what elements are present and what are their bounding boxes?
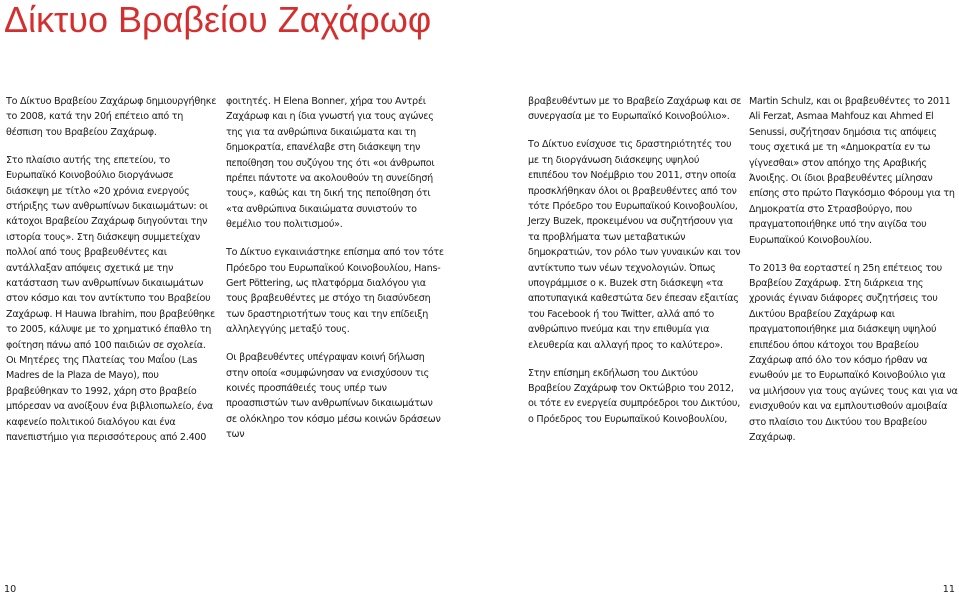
text-column-1 bbox=[6, 94, 218, 458]
page-number-left: 10 bbox=[4, 584, 17, 595]
text-column-4 bbox=[749, 94, 959, 458]
paragraph: Στην επίσημη εκδήλωση του Δικτύου Βραβείου Ζαχάρωφ τον Οκτώβριο του 2012, οι τότε εν ενεργεία συμπρόεδροι του Δικτύου, ο Πρόεδρος του Ευρωπαϊκού Κοινοβουλίου, bbox=[528, 367, 741, 425]
paragraph: Martin Schulz, και οι βραβευθέντες το 2011 Ali Ferzat, Asmaa Mahfouz και Ahmed El Senussi, συζήτησαν δημόσια τις απόψεις τους σχετικά με τη «Δημοκρατία εν τω γίγνεσθαι» στον απόηχο της Αραβικής Άνοιξης. Οι ίδιοι βραβευθέντες μίλησαν επίσης στο πρώτο Παγκόσμιο Φόρουμ για τη Δημοκρατία στο Στρασβούργο, που πραγματοποιήθηκε υπό την αιγίδα του Ευρωπαϊκού Κοινοβουλίου. bbox=[749, 96, 955, 246]
paragraph: Το Δίκτυο Βραβείου Ζαχάρωφ δημιουργήθηκε το 2008, κατά την 20ή επέτειο από τη θέσπιση του Βραβείου Ζαχάρωφ. bbox=[6, 96, 217, 138]
paragraph: Το 2013 θα εορταστεί η 25η επέτειος του Βραβείου Ζαχάρωφ. Στη διάρκεια της χρονιάς έγιναν διάφορες συζητήσεις του Δικτύου Βραβείου Ζαχάρωφ και πραγματοποιήθηκε μια διάσκεψη υψηλού επιπέδου όπου κάτοχοι του Βραβείου Ζαχάρωφ από όλο τον κόσμο ήρθαν να ενωθούν με το Ευρωπαϊκό Κοινοβούλιο για να μιλήσουν για τους αγώνες τους και για να ενισχυθούν και να εμπλουτισθούν αμοιβαία στο πλαίσιο του Δικτύου του Βραβείου Ζαχάρωφ. bbox=[749, 262, 958, 444]
paragraph: Στο πλαίσιο αυτής της επετείου, το Ευρωπαϊκό Κοινοβούλιο διοργάνωσε διάσκεψη με τίτλο «20 χρόνια ενεργούς στήριξης των ανθρωπίνων δικαιωμάτων: οι κάτοχοι Βραβείου Ζαχάρωφ διηγούνται την ιστορία τους». Στη διάσκεψη συμμετείχαν πολλοί από τους βραβευθέντες και αντάλλαξαν απόψεις σχετικά με την κατάσταση των ανθρωπίνων δικαιωμάτων στον κόσμο και τον αντίκτυπο του Βραβείου Ζαχάρωφ. Η Hauwa Ibrahim, που βραβεύθηκε το 2005, κάλυψε με το χρηματικό έπαθλο τη φοίτηση πάνω από 100 παιδιών σε σχολεία. Οι Μητέρες της Πλατείας του Μαΐου (Las Madres de la Plaza de Mayo), που βραβεύθηκαν το 1992, χάρη στο βραβείο μπόρεσαν να ανοίξουν ένα βιβλιοπωλείο, ένα καφενείο πολιτικού διαλόγου και ένα πανεπιστήμιο για περισσότερους από 2.400 bbox=[6, 154, 215, 444]
page-number-right: 11 bbox=[942, 584, 955, 595]
paragraph: Το Δίκτυο εγκαινιάστηκε επίσημα από τον τότε Πρόεδρο του Ευρωπαϊκού Κοινοβουλίου, Hans-Gert Pöttering, ως πλατφόρμα διαλόγου για τους βραβευθέντες με στόχο τη διασύνδεση των δραστηριοτήτων τους και την επίδειξη αλληλεγγύης μεταξύ τους. bbox=[226, 247, 444, 336]
page-title: Δίκτυο Βραβείου Ζαχάρωφ bbox=[4, 0, 432, 40]
paragraph: Το Δίκτυο ενίσχυσε τις δραστηριότητές του με τη διοργάνωση διάσκεψης υψηλού επιπέδου τον Νοέμβριο του 2011, στην οποία προσκλήθηκαν όλοι οι βραβευθέντες από τον τότε Πρόεδρο του Ευρωπαϊκού Κοινοβουλίου, Jerzy Buzek, προκειμένου να συζητήσουν για τα προβλήματα των μεταβατικών δημοκρατιών, τον ρόλο των γυναικών και τον αντίκτυπο των νέων τεχνολογιών. Όπως υπογράμμισε ο κ. Buzek στη διάσκεψη «τα αποτυπαγικά καθεστώτα δεν έπεσαν εξαιτίας του Facebook ή του Twitter, αλλά από το ανθρώπινο πνεύμα και την επιθυμία για ελευθερία και αλλαγή προς το καλύτερο». bbox=[528, 139, 741, 351]
paragraph: φοιτητές. Η Elena Bonner, χήρα του Αντρέι Ζαχάρωφ και η ίδια γνωστή για τους αγώνες της για τα ανθρώπινα δικαιώματα και τη δημοκρατία, επανέλαβε στη διάσκεψη την πεποίθηση του συζύγου της ότι «οι άνθρωποι πρέπει πάντοτε να ακολουθούν τη συνείδησή τους», καθώς και τη δική της πεποίθηση ότι «τα ανθρώπινα δικαιώματα συνιστούν το θεμέλιο του πολιτισμού». bbox=[226, 96, 435, 231]
paragraph: Οι βραβευθέντες υπέγραψαν κοινή δήλωση στην οποία «συμφώνησαν να ενισχύσουν τις κοινές προσπάθειές τους υπέρ των προασπιστών των ανθρωπίνων δικαιωμάτων σε ολόκληρο τον κόσμο μέσω κοινών δράσεων των bbox=[226, 352, 441, 441]
text-column-3 bbox=[528, 94, 742, 440]
paragraph: βραβευθέντων με το Βραβείο Ζαχάρωφ και σε συνεργασία με το Ευρωπαϊκό Κοινοβούλιο». bbox=[528, 96, 742, 123]
text-column-2 bbox=[226, 94, 444, 455]
